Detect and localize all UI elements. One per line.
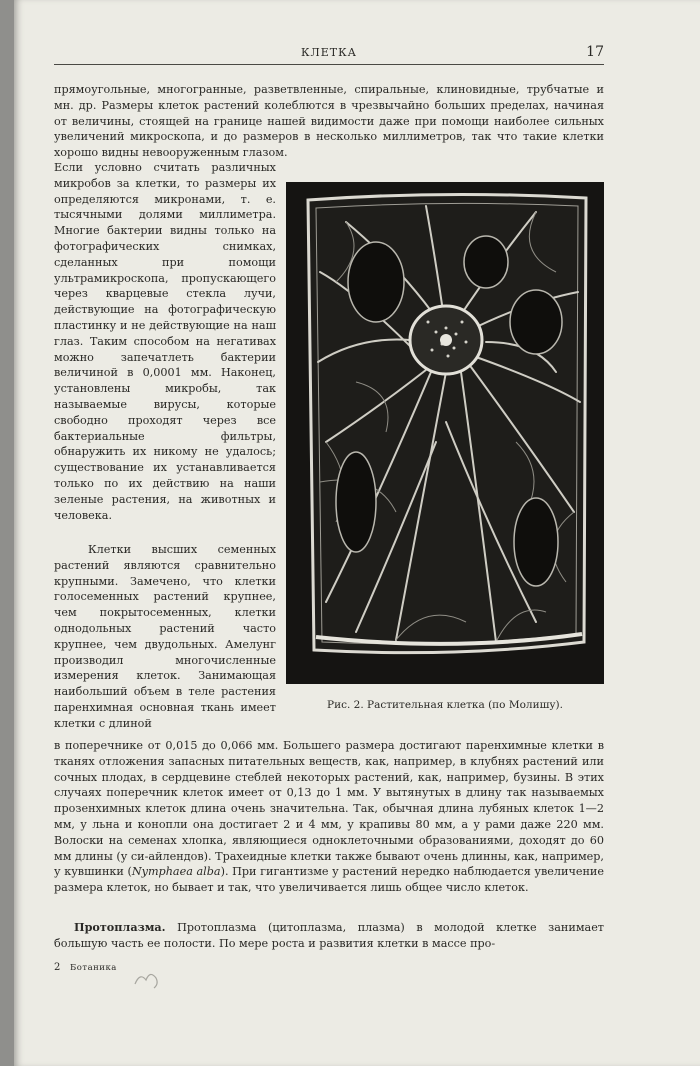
header-rule [54, 64, 604, 65]
paragraph-cell-shapes: прямоугольные, многогранные, разветвленные, спиральные, клиновидные, трубчатые и мн. др. Размеры клеток растений колеблются в чрезвычайно больших пределах, начиная от величины, стоящей на границе нашей видимости даже при помощи наиболее сильных увеличений микроскопа, и до размеров в несколько миллиметров, так что такие клетки хорошо видны невооруженным глазом. [54, 83, 604, 160]
plant-cell-figure [286, 182, 604, 684]
signature-text: Ботаника [70, 963, 117, 973]
paragraph-microbes: Если условно считать различных микробов за клетки, то размеры их определяются микронами, т. е. тысячными долями миллиметра. Многие бактерии видны только на фотографических снимках, сделанных при помощи ультрамикроскопа, пропускающего через кварцевые стекла лучи, действующие на фотографическую пластинку и не действующие на наш глаз. Таким способом на негативах можно запечатлеть бактерии величиной в 0,0001 мм. Наконец, установлены микробы, так называемые вирусы, которые свободно проходят через все бактериальные фильтры, обнаружить их никому не удалось; существование их устанавливается только по их действию на наши зеленые растения, на животных и человека. [54, 161, 276, 522]
book-page [14, 0, 700, 1066]
figure-caption: Рис. 2. Растительная клетка (по Молишу). [327, 699, 563, 711]
running-title: КЛЕТКА [301, 46, 357, 59]
protoplasm-text: Протоплазма (цитоплазма, плазма) в молодой клетке занимает большую часть ее полости. По мере роста и развития клетки в массе про- [54, 921, 604, 950]
species-name: Nymphaea alba [131, 865, 221, 879]
page-header [54, 44, 604, 62]
paragraph-cell-sizes [54, 738, 604, 896]
signature-mark: 2 [54, 962, 61, 973]
paragraph-seed-plants: Клетки высших семенных растений являются сравнительно крупными. Замечено, что клетки голосеменных растений крупнее, чем покрытосеменных, клетки однодольных растений часто крупнее, чем двудольных. Амелунг производил многочисленные измерения клеток. Занимающая наибольший объем в теле растения паренхимная основная ткань имеет клетки с длиной [54, 543, 276, 730]
page-number: 17 [586, 44, 604, 60]
section-heading-protoplasm: Протоплазма. [74, 920, 166, 934]
cell-sizes-text-start: в поперечнике от 0,015 до 0,066 мм. Большего размера достигают паренхимные клетки в тканях отложения запасных питательных веществ, как, например, в клубнях растений или сочных плодах, в сердцевине стеблей некоторых растений, как, например, бузины. В этих случаях поперечник клеток имеет от 0,13 до 1 мм. У вытянутых в длину так называемых прозенхимных клеток длина очень значительна. Так, обычная длина лубяных клеток 1—2 мм, у льна и конопли она достигает 2 и 4 мм, у крапивы 80 мм, а у рами даже 220 мм. Волоски на семенах хлопка, являющиеся одноклеточными образованиями, доходят до 60 мм длины (у си-айлендов). Трахеидные клетки также бывают очень длинны, как, например, у кувшинки ( [54, 739, 604, 879]
paragraph-protoplasm [54, 920, 604, 952]
cell-sizes-text-end: ). При гигантизме у растений нередко наблюдается увеличение размера клеток, но бывает и так, что увеличивается лишь общее число клеток. [54, 865, 604, 895]
plant-cell-engraving [286, 182, 604, 684]
pencil-mark [132, 966, 162, 992]
